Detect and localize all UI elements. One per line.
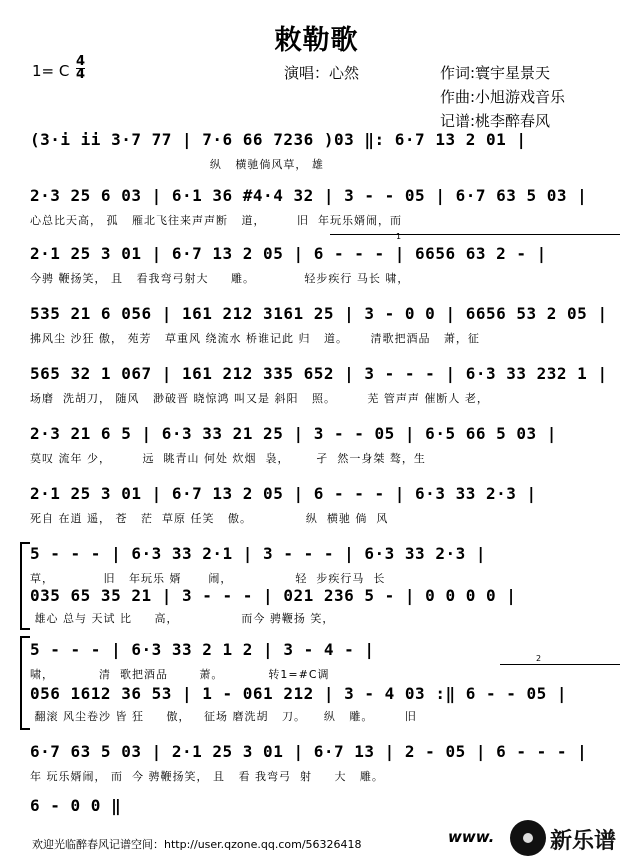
notation-line: 535 21 6 056 | 161 212 3161 25 | 3 - 0 0 | 6656 53 2 05 | [30, 304, 608, 323]
site-logo [510, 818, 628, 860]
lyrics-line: 纵 横驰倘风草， 雄 [30, 158, 324, 171]
notation-line: (3·i ii 3·7 77 | 7·6 66 7236 )03 ‖: 6·7 13 2 01 | [30, 130, 527, 149]
page-title: 敕勒歌 [274, 25, 359, 56]
notation-line: 056 1612 36 53 | 1 - 061 212 | 3 - 4 03 :‖ 6 - - 05 | [30, 684, 568, 703]
notation-line: 2·1 25 3 01 | 6·7 13 2 05 | 6 - - - | 6656 63 2 - | [30, 244, 547, 263]
lyrics-line: 莫叹 流年 少， 远 眺青山 何处 炊烟 袅， 孑 然一身桀 骜，生 [30, 452, 426, 465]
notation-line: 5 - - - | 6·3 33 2·1 | 3 - - - | 6·3 33 2·3 | [30, 544, 486, 563]
lyrics-line: 雄心 总与 天试 比 高， 而今 骋鞭扬 笑， [30, 612, 335, 625]
lyrics-line: 拂风尘 沙狂 傲， 苑芳 草重风 绕流水 桥谁记此 归 道。 清歌把酒品 萧，征 [30, 332, 480, 345]
notation-line: 6·7 63 5 03 | 2·1 25 3 01 | 6·7 13 | 2 - 05 | 6 - - - | [30, 742, 588, 761]
lyrics-line: 草， 旧 年玩乐 婿 闹， 轻 步疾行马 长 [30, 572, 386, 585]
volta-number: 1 [396, 232, 402, 241]
notation-line: 2·3 25 6 03 | 6·1 36 #4·4 32 | 3 - - 05 | 6·7 63 5 03 | [30, 186, 588, 205]
lyrics-line: 心总比天高， 孤 雁北飞往来声声断 道， 旧 年玩乐婿闹，而 [30, 214, 402, 227]
system-bracket [20, 636, 30, 730]
key-signature: 1= C [32, 62, 70, 80]
lyrics-line: 场磨 洗胡刀， 随风 渺破晋 晓惊鸿 叫又是 斜阳 照。 芜 管声声 催断人 老， [30, 392, 489, 405]
lyrics-line: 今骋 鞭扬笑， 且 看我弯弓射大 雕。 轻步疾行 马长 啸， [30, 272, 410, 285]
volta-bracket [500, 664, 620, 665]
lyrics-line: 年 玩乐婿闹， 而 今 骋鞭扬笑， 且 看 我弯弓 射 大 雕。 [30, 770, 384, 783]
notation-line: 035 65 35 21 | 3 - - - | 021 236 5 - | 0 0 0 0 | [30, 586, 517, 605]
lyrics-line: 翻滚 风尘卷沙 皆 狂 傲， 征场 磨洗胡 刀。 纵 雕。 旧 [30, 710, 417, 723]
vinyl-disc-icon [510, 820, 546, 856]
notation-line: 565 32 1 067 | 161 212 335 652 | 3 - - - | 6·3 33 232 1 | [30, 364, 608, 383]
footer-credit: 欢迎光临醉春风记谱空间：http://user.qzone.qq.com/56326418 [32, 838, 362, 851]
notation-line: 2·3 21 6 5 | 6·3 33 21 25 | 3 - - 05 | 6·5 66 5 03 | [30, 424, 557, 443]
volta-bracket [330, 234, 620, 235]
time-signature-bottom: 4 [76, 67, 86, 82]
lyrics-line: 死自 在逍 遥， 苍 茫 草原 任笑 傲。 纵 横驰 倘 风 [30, 512, 389, 525]
lyricist-credit: 作词:寰宇星景天 [440, 64, 551, 82]
footer-www: www. [448, 828, 495, 846]
time-signature-top: 4 [76, 54, 86, 69]
logo-text: 新乐谱 [550, 829, 617, 854]
composer-credit: 作曲:小旭游戏音乐 [440, 88, 566, 106]
system-bracket [20, 542, 30, 630]
time-signature [76, 56, 85, 81]
lyrics-line: 啸， 清 歌把酒品 萧。 转1=#C调 [30, 668, 330, 681]
notation-line: 6 - 0 0 ‖ [30, 796, 122, 815]
volta-number: 2 [536, 654, 542, 663]
notation-line: 5 - - - | 6·3 33 2 1 2 | 3 - 4 - | [30, 640, 375, 659]
transcriber-credit: 记谱:桃李醉春风 [440, 112, 551, 130]
notation-line: 2·1 25 3 01 | 6·7 13 2 05 | 6 - - - | 6·3 33 2·3 | [30, 484, 537, 503]
singer-credit: 演唱：心然 [284, 64, 360, 82]
